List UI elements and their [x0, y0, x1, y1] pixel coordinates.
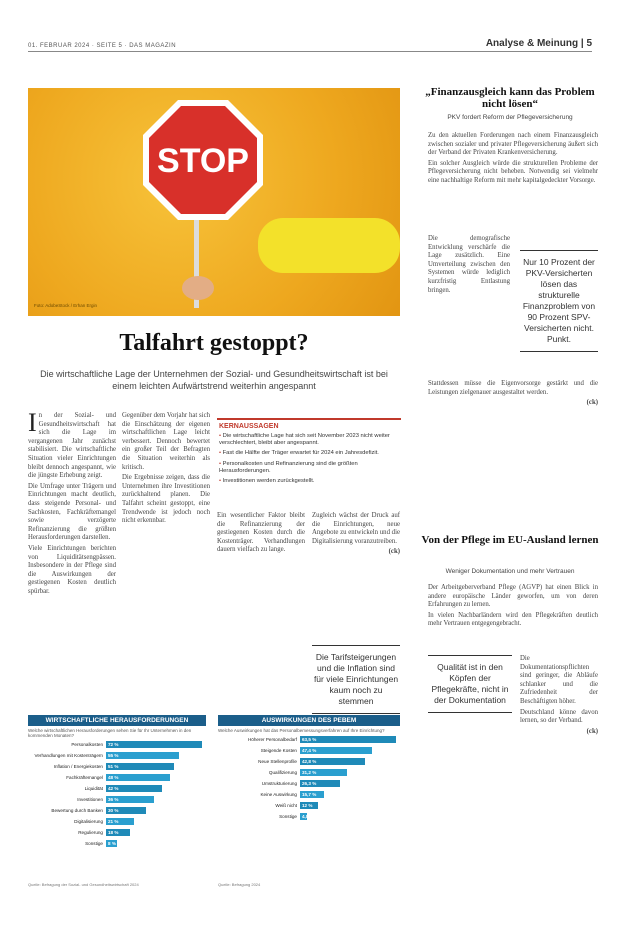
- right-top-column-b: Die demografische Entwicklung verschärfe die Lage zusätzlich. Eine Umverteilung zwischen den Systemen würde lediglich kurzfristig Entlastung bringen.: [428, 235, 510, 294]
- bar: [300, 813, 309, 826]
- bar-label: Digitalisierung: [74, 819, 103, 824]
- right-top-pullquote: Nur 10 Prozent der PKV-Versicherten lösen das strukturelle Finanzproblem von 90 Prozent SPV-Versicherten nicht. Punkt.: [520, 250, 598, 352]
- right-top-column-c: Stattdessen müsse die Eigenvorsorge gestärkt und die Leistungen zielgenauer ausgestaltet werden. (ck): [428, 380, 598, 407]
- right-bottom-subtitle: Weniger Dokumentation und mehr Vertrauen: [445, 568, 575, 575]
- masthead: [28, 36, 592, 52]
- article-column-3: Ein wesentlicher Faktor bleibt die Refinanzierung der gestiegenen Kosten durch die Kostenträger. Verhandlungen dauern vielfach zu lange.: [217, 512, 305, 554]
- right-top-title: „Finanzausgleich kann das Problem nicht lösen“: [425, 86, 595, 110]
- main-subhead: Die wirtschaftliche Lage der Unternehmen der Sozial- und Gesundheitswirtschaft ist bei einem leichten Aufwärtstrend weiterhin angespannt: [40, 369, 388, 391]
- bar-value: 30 %: [108, 808, 119, 813]
- bar-value: 72 %: [108, 742, 119, 747]
- bar-label: Umstrukturierung: [261, 781, 297, 786]
- bar-value: 42 %: [108, 786, 119, 791]
- bar: [106, 796, 154, 803]
- bar-value: 47,4 %: [302, 748, 317, 753]
- challenges-chart-title: WIRTSCHAFTLICHE HERAUSFORDERUNGEN: [28, 715, 206, 726]
- right-bottom-column-b: Die Dokumentationspflichten sind geringer, die Abläufe schlanker und die Zufriedenheit der Beschäftigten höher. Deutschland könne davon lernen, so der Verband. (ck): [520, 655, 598, 735]
- bar-label: Qualifizierung: [268, 770, 297, 775]
- svg-text:STOP: STOP: [157, 142, 249, 180]
- pebem-chart: [218, 715, 400, 887]
- bar: [106, 829, 130, 836]
- bar-value: 26,3 %: [302, 781, 317, 786]
- main-pullquote: Die Tarifsteigerungen und die Inflation sind für viele Einrichtungen kaum noch zu stemmen: [312, 645, 400, 714]
- key-fact-item: • Investitionen werden zurückgestellt.: [219, 478, 401, 485]
- bar: [300, 791, 324, 798]
- bar: [106, 774, 170, 781]
- article-column-1: In der Sozial- und Gesundheitswirtschaft hat sich die Lage im vergangenen Jahr zunächst stabilisiert. Die wirtschaftliche Situation vieler Einrichtungen bleibt dennoch angespannt, wie die jüngste Erhebung zeigt. Die Umfrage unter Trägern und Einrichtungen macht deutlich, dass steigende Personal- und Sachkosten, Fachkräftemangel sowie verzögerte Refinanzierung die größten Herausforderungen darstellen. Viele Einrichtungen berichten von Liquiditätsengpässen. Insbesondere in der Pflege sind die Auswirkungen der gestiegenen Kosten deutlich spürbar.: [28, 408, 116, 595]
- bar-value: 48 %: [108, 775, 119, 780]
- challenges-chart-source: Quelle: Befragung der Sozial- und Gesundheitswirtschaft 2024: [28, 882, 139, 887]
- bar: [300, 780, 340, 787]
- bar-label: Neue Stellenprofile: [258, 759, 297, 764]
- bar-value: 51 %: [108, 764, 119, 769]
- bar-label: Sonstige: [85, 841, 103, 846]
- challenges-chart-subtitle: Welche wirtschaftlichen Herausforderungen sehen Sie für Ihr Unternehmen in den kommenden Monaten?: [28, 728, 192, 738]
- bar-value: 31,2 %: [302, 770, 317, 775]
- bar-label: Fachkräftemangel: [66, 775, 103, 780]
- bar-label: Bewertung durch Banken: [51, 808, 103, 813]
- bar-value: 12 %: [302, 803, 313, 808]
- bar: [300, 736, 396, 743]
- bar: [300, 802, 318, 809]
- stop-sign-photo: [28, 88, 400, 316]
- challenges-chart: [28, 715, 206, 887]
- bar: [106, 818, 134, 825]
- article-column-4: Zugleich wächst der Druck auf die Einrichtungen, neue Angebote zu entwickeln und die Digitalisierung voranzutreiben. (ck): [312, 512, 400, 556]
- key-facts-title: KERNAUSSAGEN: [219, 423, 279, 430]
- bar-value: 21 %: [108, 819, 119, 824]
- key-fact-item: • Fast die Hälfte der Träger erwartet für 2024 ein Jahresdefizit.: [219, 450, 401, 457]
- right-top-subtitle: PKV fordert Reform der Pflegeversicherung: [447, 114, 573, 121]
- bar-value: 42,8 %: [302, 759, 317, 764]
- main-headline: Talfahrt gestoppt?: [119, 330, 309, 356]
- bar-label: Keine Auswirkung: [260, 792, 297, 797]
- bar: [106, 763, 174, 770]
- bar-label: Verhandlungen mit Kostenträgern: [34, 753, 103, 758]
- bar: [106, 840, 117, 847]
- pebem-chart-bars: [218, 736, 400, 856]
- right-bottom-column-a: Der Arbeitgeberverband Pflege (AGVP) hat einen Blick in andere europäische Länder geworfen, um von deren Erfahrungen zu lernen. In vielen Nachbarländern wird den Pflegekräften deutlich mehr Vertrauen entgegengebracht.: [428, 584, 598, 628]
- bar-value: 4,8 %: [302, 814, 309, 826]
- bar: [300, 769, 347, 776]
- bar-value: 18 %: [108, 830, 119, 835]
- bar-label: Regulierung: [78, 830, 103, 835]
- bar-label: Liquidität: [84, 786, 103, 791]
- issue-line: 01. FEBRUAR 2024 · SEITE 5 · DAS MAGAZIN: [28, 43, 177, 49]
- bar-label: Sonstige: [279, 814, 297, 819]
- key-fact-item: • Die wirtschaftliche Lage hat sich seit November 2023 nicht weiter verschlechtert, bleibt aber angespannt.: [219, 433, 401, 447]
- bar-label: Inflation / Energiekosten: [53, 764, 103, 769]
- bar-label: Personalkosten: [71, 742, 103, 747]
- bar-label: Investitionen: [77, 797, 103, 802]
- bar-label: Weiß nicht: [275, 803, 297, 808]
- bar-value: 36 %: [108, 797, 119, 802]
- bar: [106, 752, 179, 759]
- challenges-chart-bars: [28, 741, 206, 861]
- bar: [106, 741, 202, 748]
- key-facts-box: [217, 418, 401, 500]
- bar-value: 15,7 %: [302, 792, 317, 797]
- bar-label: Höherer Personalbedarf: [247, 737, 297, 742]
- bar: [106, 807, 146, 814]
- bar-label: Steigende Kosten: [260, 748, 297, 753]
- bar-value: 8 %: [108, 841, 116, 846]
- key-facts-list: [217, 433, 401, 485]
- photo-credit: Foto: AdobeStock / Erhan Ergin: [34, 303, 98, 308]
- bar: [300, 747, 372, 754]
- right-top-column-a: Zu den aktuellen Forderungen nach einem Finanzausgleich zwischen sozialer und privater Pflegeversicherung äußert sich der Verband der Privaten Krankenversicherung. Ein solcher Ausgleich würde die strukturellen Probleme der Pflegeversicherung nicht beheben. Notwendig sei vielmehr eine nachhaltige Reform mit mehr kapitalgedeckter Vorsorge.: [428, 132, 598, 184]
- pebem-chart-title: AUSWIRKUNGEN DES PEBEM: [218, 715, 400, 726]
- key-fact-item: • Personalkosten und Refinanzierung sind die größten Herausforderungen.: [219, 461, 401, 475]
- bar: [300, 758, 365, 765]
- bar-value: 63,5 %: [302, 737, 317, 742]
- bar-value: 55 %: [108, 753, 119, 758]
- right-bottom-pullquote: Qualität ist in den Köpfen der Pflegekräfte, nicht in der Dokumentation: [428, 655, 512, 713]
- stop-sign-lettering: [28, 88, 400, 316]
- bar: [106, 785, 162, 792]
- right-bottom-title: Von der Pflege im EU-Ausland lernen: [421, 534, 599, 546]
- pebem-chart-subtitle: Welche Auswirkungen hat das Personalbemessungsverfahren auf Ihre Einrichtung?: [218, 728, 385, 733]
- pebem-chart-source: Quelle: Befragung 2024: [218, 882, 261, 887]
- section-title: Analyse & Meinung | 5: [485, 38, 592, 49]
- article-column-2: Gegenüber dem Vorjahr hat sich die Einschätzung der eigenen wirtschaftlichen Lage leicht verbessert. Dennoch bewertet ein großer Teil der Befragten die Situation weiterhin als kritisch. Die Ergebnisse zeigen, dass die Unternehmen ihre Investitionen zurückhaltend planen. Die Talfahrt scheint gestoppt, eine Trendwende ist jedoch noch nicht erkennbar.: [122, 412, 210, 525]
